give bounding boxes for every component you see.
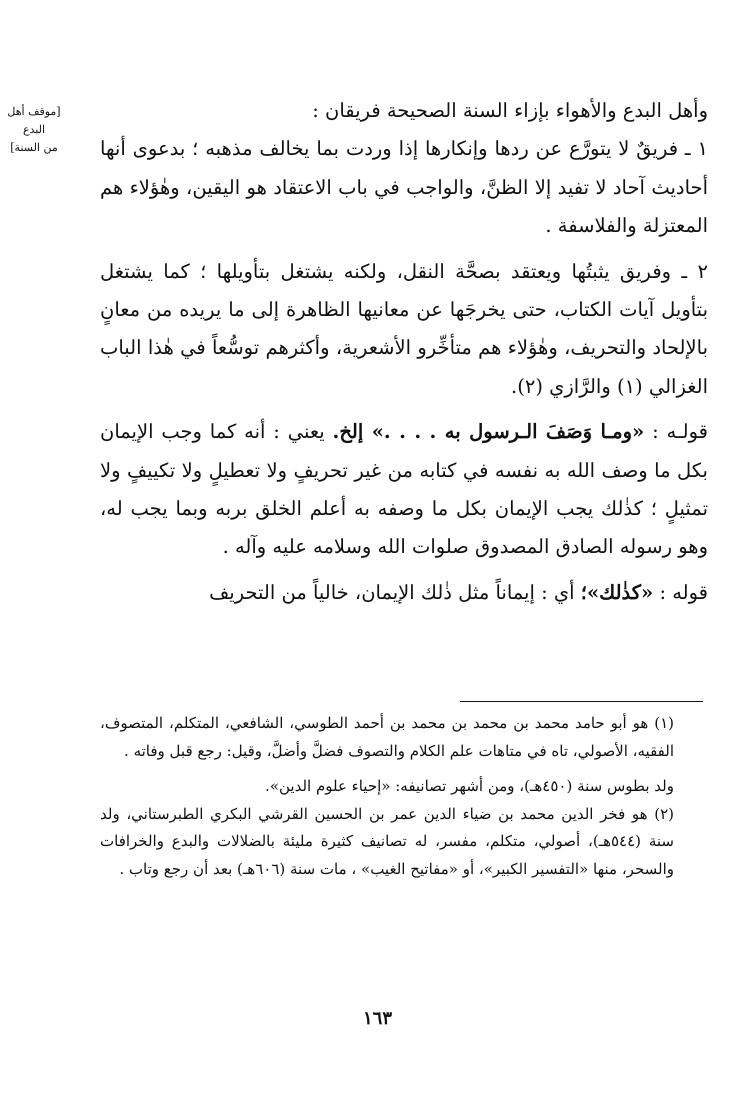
footnotes — [100, 710, 708, 883]
footnote-divider — [460, 701, 703, 702]
footnote-2: (٢) هو فخر الدين محمد بن ضياء الدين عمر بن الحسين القرشي البكري الطبرستاني، ولد سنة (٥٤٤هـ)، أصولي، متكلم، مفسر، له تصانيف كثيرة مليئة بالضلالات والبدع والخرافات والسحر، منها «التفسير الكبير»، أو «مفاتيح الغيب» ، مات سنة (٦٠٦هـ) بعد أن رجع وتاب . — [100, 804, 674, 878]
paragraph-commentary-two — [100, 574, 708, 612]
commentary-quote: «ومـا وَصَفَ الـرسول به . . . .» إلخ. — [332, 420, 645, 444]
page-number: ١٦٣ — [362, 1008, 392, 1029]
commentary-label: قولـه : — [652, 420, 708, 444]
margin-note-line-2: من السنة] — [10, 141, 58, 154]
commentary-quote: «كذٰلك»؛ — [580, 580, 654, 604]
commentary-label: قوله : — [659, 580, 708, 604]
footnote-1: (١) هو أبو حامد محمد بن محمد بن محمد بن أحمد الطوسي، الشافعي، المتكلم، المتصوف، الفقيه، الأصولي، تاه في متاهات علم الكلام والتصوف فضلَّ وأضلَّ، وقيل: رجع قبل وفاته . — [100, 714, 674, 760]
paragraph-commentary-one — [100, 413, 708, 567]
margin-note-line-1: [موقف أهل البدع — [7, 105, 61, 136]
commentary-text: أي : إيماناً مثل ذٰلك الإيمان، خالياً من التحريف — [209, 580, 575, 604]
main-text — [100, 92, 708, 612]
paragraph-intro: وأهل البدع والأهواء بإزاء السنة الصحيحة فريقان : — [312, 99, 708, 122]
paragraph-group-one: ١ ـ فريقٌ لا يتورَّع عن ردها وإنكارها إذا وردت بما يخالف مذهبه ؛ بدعوى أنها أحاديث آحاد لا تفيد إلا الظنَّ، والواجب في باب الاعتقاد هو اليقين، وهٰؤلاء هم المعتزلة والفلاسفة . — [100, 137, 708, 238]
footnote-1-continued: ولد بطوس سنة (٤٥٠هـ)، ومن أشهر تصانيفه: «إحياء علوم الدين». — [265, 777, 674, 795]
margin-note — [0, 103, 68, 157]
paragraph-group-two: ٢ ـ وفريق يثبتُها ويعتقد بصحَّة النقل، ولكنه يشتغل بتأويلها ؛ كما يشتغل بتأويل آيات الكتاب، حتى يخرجَها عن معانيها الظاهرة إلى ما يريده من معانٍ بالإلحاد والتحريف، وهٰؤلاء هم متأخِّرو الأشعرية، وأكثرهم توسُّعاً في هٰذا الباب الغزالي (١) والرَّازي (٢). — [100, 259, 708, 398]
commentary-text: يعني : أنه كما وجب الإيمان بكل ما وصف الله به نفسه في كتابه من غير تحريفٍ ولا تعطيلٍ ولا تكييفٍ ولا تمثيلٍ ؛ كذٰلك يجب الإيمان بكل ما وصفه به أعلم الخلق بربه وبما يجب له، وهو رسوله الصادق المصدوق صلوات الله وسلامه عليه وآله . — [100, 420, 708, 559]
